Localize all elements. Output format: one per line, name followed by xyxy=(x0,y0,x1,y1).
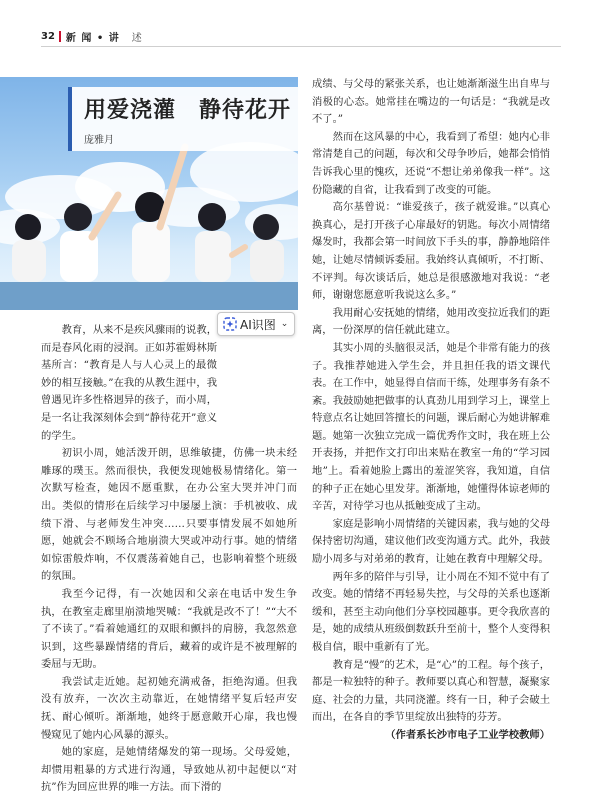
section-name: 新 闻 • 讲 xyxy=(65,32,120,44)
section-name-extra: 述 xyxy=(131,32,142,44)
page-header xyxy=(41,28,142,44)
hero-illustration xyxy=(0,77,298,310)
page-number: 32 xyxy=(41,30,55,42)
paragraph: 初识小周，她活泼开朗，思维敏捷，仿佛一块未经雕琢的璞玉。然而很快，我便发现她极易情绪化。第一次默写检查，她因不愿重默，在办公室大哭并冲门而出。类似的情形在后续学习中屡屡上演：手机被收、成绩下滑、与老师发生冲突……只要事情发展不如她所愿，她就会不顾场合地崩溃大哭或冲动行事。她的情绪如惊雷般炸响，不仅震荡着她自己，也影响着整个班级的氛围。 xyxy=(41,447,297,583)
author-affiliation: （作者系长沙市电子工业学校教师） xyxy=(385,728,550,741)
left-column xyxy=(41,322,297,797)
chevron-down-icon[interactable]: ⌄ xyxy=(280,319,289,329)
right-column xyxy=(312,76,550,745)
paragraph: 成绩、与父母的紧张关系，也让她渐渐滋生出自卑与消极的心态。她常挂在嘴边的一句话是：“我就是改不了。” xyxy=(312,78,550,126)
article-title: 用爱浇灌 静待花开 xyxy=(84,98,292,123)
paragraph: 高尔基曾说：“谁爱孩子，孩子就爱谁。”以真心换真心，是打开孩子心扉最好的钥匙。每次小周情绪爆发时，我都会第一时间放下手头的事，静静地陪伴她，让她尽情倾诉委屈。我始终认真倾听，不打断、不评判。每次谈话后，她总是很感激地对我说：“老师，谢谢您愿意听我说这么多。” xyxy=(312,201,550,302)
paragraph: 家庭是影响小周情绪的关键因素，我与她的父母保持密切沟通，建议他们改变沟通方式。此外，我鼓励小周多与对弟弟的教育，让她在教育中理解父母。 xyxy=(312,517,550,566)
ai-button-label: AI识图 xyxy=(240,317,276,332)
paragraph: 然而在这风暴的中心，我看到了希望：她内心非常清楚自己的问题，每次和父母争吵后，她都会悄悄告诉我心里的愧疚，还说“不想让弟弟像我一样”。这份隐藏的自省，让我看到了改变的可能。 xyxy=(312,130,550,196)
paragraph: 其实小周的头脑很灵活，她是个非常有能力的孩子。我推荐她进入学生会，并且担任我的语文课代表。在工作中，她显得自信而干练，处理事务有条不紊。我鼓励她把做事的认真劲儿用到学习上，课堂上特意点名让她回答擅长的问题，课后耐心为她讲解难题。她第一次独立完成一篇优秀作文时，我在班上公开表扬，并把作文打印出来贴在教室一角的“学习园地”上。看着她脸上露出的羞涩笑容，我知道，自信的种子正在她心里发芽。渐渐地，她懂得体谅老师的辛苦，对待学习也从抵触变成了主动。 xyxy=(312,341,550,513)
header-divider xyxy=(41,46,561,47)
paragraph: 我尝试走近她。起初她充满戒备，拒绝沟通。但我没有放弃，一次次主动靠近，在她情绪平复后轻声安抚、耐心倾听。渐渐地，她终于愿意敞开心扉，我也慢慢窥见了她内心风暴的源头。 xyxy=(41,675,297,741)
paragraph: 两年多的陪伴与引导，让小周在不知不觉中有了改变。她的情绪不再轻易失控，与父母的关系也逐渐缓和，甚至主动向他们分享校园趣事。更令我欣喜的是，她的成绩从班级倒数跃升至前十，整个人变得积极自信，眼中重新有了光。 xyxy=(312,570,550,653)
title-box xyxy=(68,87,298,151)
paragraph: 教育，从来不是疾风骤雨的说教，而是春风化雨的浸润。正如苏霍姆林斯基所言：“教育是人与人心灵上的最微妙的相互接触。”在我的从教生涯中，我曾遇见许多性格迥异的孩子，而小周，是一名让我深刻体会到“静待花开”意义的学生。 xyxy=(41,324,217,442)
paragraph: 我用耐心安抚她的情绪，她用改变拉近我们的距离，一份深厚的信任就此建立。 xyxy=(312,306,550,337)
paragraph: 她的家庭，是她情绪爆发的第一现场。父母爱她，却惯用粗暴的方式进行沟通，导致她从初中起便以“对抗”作为回应世界的唯一方法。而下滑的 xyxy=(41,746,297,794)
article-author: 庞雅月 xyxy=(84,135,114,146)
header-accent-bar xyxy=(59,31,61,42)
paragraph: 我至今记得，有一次她因和父亲在电话中发生争执，在教室走廊里崩溃地哭喊：“我就是改不了！”“大不了不读了。”看着她通红的双眼和颤抖的肩膀，我忽然意识到，这些暴躁情绪的背后，藏着的或许是不被理解的委屈与无助。 xyxy=(41,587,297,671)
paragraph: 教育是“慢”的艺术，是“心”的工程。每个孩子，都是一粒独特的种子。教师要以真心和智慧，凝聚家庭、社会的力量，共同浇灌。终有一日，种子会破土而出，在各自的季节里绽放出独特的芬芳。 xyxy=(312,658,550,724)
